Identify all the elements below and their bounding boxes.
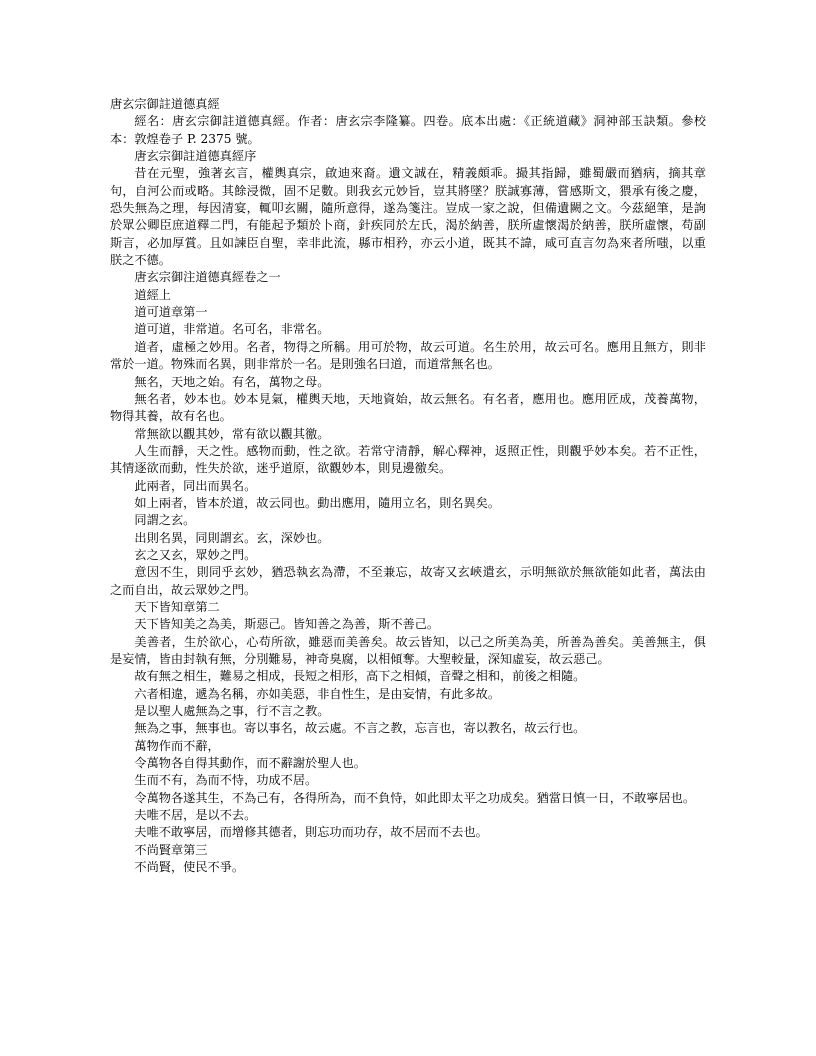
paragraph-title: 唐玄宗御註道德真經 [110,97,220,111]
paragraph-ch2-text-2: 故有無之相生，難易之相成，長短之相形，高下之相傾，音聲之相和，前後之相隨。 [134,669,586,684]
paragraph-ch1-comm-5: 出則名異，同則謂玄。玄，深妙也。 [134,530,330,545]
paragraph-section-heading: 道經上 [134,287,171,302]
paragraph-preface-body: 昔在元聖，強著玄言，權輿真宗，啟迪來裔。遺文誠在，精義頗乖。撮其指歸，雖蜀嚴而猶病，摘其章句，自河公而或略。其餘浸微，固不足數。則我玄元妙旨，豈其將墜？朕誠寡薄，嘗感斯文，猥承有後之慶，恐失無為之理，每因清宴，輒叩玄關，隨所意得，遂為箋注。豈成一家之說，但備遺闕之文。今茲絕筆，是詢於眾公卿臣庶道釋二門，有能起予類於卜商，針疾同於左氏，渴於納善，朕所虛懷渴於納善，朕所虛懷，苟副斯言，必加厚賞。且如諫臣自聖，幸非此流，縣市相矜，亦云小道，既其不諱，咸可直言勿為來者所嗤，以重朕之不德。 [110,166,706,268]
paragraph-ch2-text-6: 夫唯不居，是以不去。 [134,808,257,823]
paragraph-ch1-text-4: 此兩者，同出而異名。 [134,478,257,493]
paragraph-ch2-comm-4: 令萬物各自得其動作，而不辭謝於聖人也。 [134,756,366,771]
document-text-body [110,96,706,876]
paragraph-ch1-text-2: 無名，天地之始。有名，萬物之母。 [134,374,330,389]
paragraph-preface-heading: 唐玄宗御註道德真經序 [134,149,257,164]
paragraph-volume-heading: 唐玄宗御注道德真經卷之一 [134,270,281,285]
paragraph-ch1-comm-2: 無名者，妙本也。妙本見氣，權輿天地，天地資始，故云無名。有名者，應用也。應用匠成，茂養萬物，物得其養，故有名也。 [110,391,706,424]
paragraph-ch2-comm-5: 令萬物各遂其生，不為己有，各得所為，而不負恃，如此即太平之功成矣。猶當日慎一日，不敢寧居也。 [134,790,696,805]
paragraph-ch1-heading: 道可道章第一 [134,305,208,320]
paragraph-ch2-comm-6: 夫唯不敢寧居，而增修其德者，則忘功而功存，故不居而不去也。 [134,825,488,840]
paragraph-ch2-comm-3: 無為之事，無事也。寄以事名，故云處。不言之教，忘言也，寄以教名，故云行也。 [134,721,586,736]
paragraph-ch2-text-4: 萬物作而不辭， [134,738,220,753]
paragraph-ch1-comm-6: 意因不生，則同乎玄妙，猶恐執玄為滯，不至兼忘，故寄又玄峽遣玄，示明無欲於無欲能如此者，萬法由之而自出，故云眾妙之門。 [110,565,706,597]
paragraph-ch1-text-6: 玄之又玄，眾妙之門。 [134,547,257,562]
paragraph-ch3-text-1: 不尚賢，使民不爭。 [134,860,245,875]
paragraph-ch1-text-1: 道可道，非常道。名可名，非常名。 [134,322,330,337]
paragraph-ch2-comm-1: 美善者，生於欲心，心苟所欲，雖惡而美善矣。故云皆知，以己之所美為美，所善為善矣。美善無主，俱是妄情，皆由封執有無，分別難易，神奇臭腐，以相傾奪。大聖較量，深知虛妄，故云惡己。 [110,634,706,666]
paragraph-ch1-comm-3: 人生而靜，天之性。感物而動，性之欲。若常守清靜，解心釋神，返照正性，則觀乎妙本矣。若不正性，其情逐欲而動，性失於欲，迷乎道原，欲觀妙本，則見邊徼矣。 [110,443,706,476]
paragraph-ch2-text-3: 是以聖人處無為之事，行不言之教。 [134,704,330,719]
paragraph-ch1-comm-4: 如上兩者，皆本於道，故云同也。動出應用，隨用立名，則名異矣。 [134,495,501,510]
paragraph-ch1-text-3: 常無欲以觀其妙，常有欲以觀其徼。 [134,426,330,441]
paragraph-ch2-comm-2: 六者相違，遞為名稱，亦如美惡，非自性生，是由妄情，有此多故。 [134,686,501,701]
paragraph-ch1-comm-1: 道者，虛極之妙用。名者，物得之所稱。用可於物，故云可道。名生於用，故云可名。應用且無方，則非常於一道。物殊而名異，則非常於一名。是則強名曰道，而道常無名也。 [110,339,706,372]
paragraph-ch3-heading: 不尚賢章第三 [134,842,208,857]
paragraph-ch1-text-5: 同謂之玄。 [134,513,196,528]
paragraph-ch2-text-5: 生而不有，為而不恃，功成不居。 [134,773,318,788]
paragraph-ch2-text-1: 天下皆知美之為美，斯惡己。皆知善之為善，斯不善己。 [134,617,440,632]
paragraph-colophon: 經名：唐玄宗御註道德真經。作者：唐玄宗李隆纂。四卷。底本出處：《正統道藏》洞神部玉訣類。參校本：敦煌卷子 P. 2375 號。 [110,114,706,146]
paragraph-ch2-heading: 天下皆知章第二 [134,599,220,614]
